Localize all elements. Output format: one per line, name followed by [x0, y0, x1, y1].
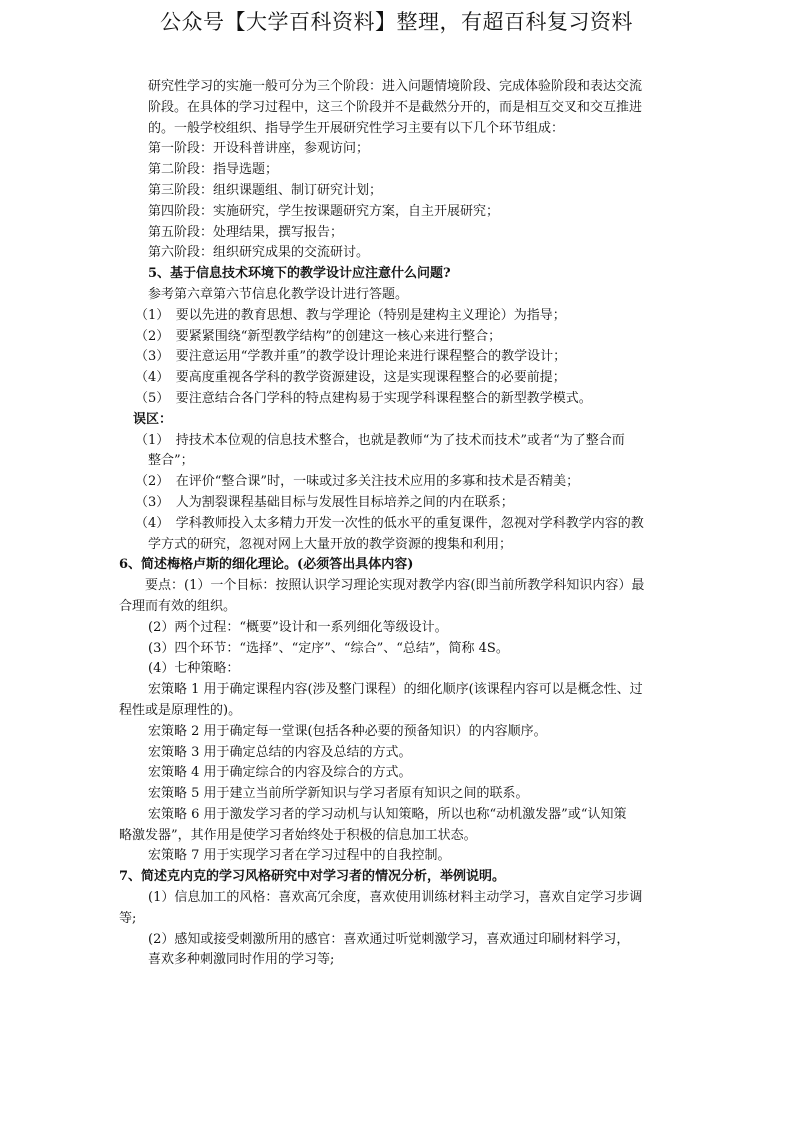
list-item: 第三阶段：组织课题组、制订研究计划； [148, 182, 383, 198]
question-heading: 5、基于信息技术环境下的教学设计应注意什么问题? [148, 266, 451, 282]
list-item: (4）七种策略： [148, 661, 240, 677]
paragraph-line: 程性或是原理性的)。 [119, 702, 242, 718]
paragraph-line: 宏策略 4 用于确定综合的内容及综合的方式。 [148, 765, 412, 781]
paragraph-line: 宏策略 5 用于建立当前所学新知识与学习者原有知识之间的联系。 [148, 786, 529, 802]
list-item-continuation: 等; [119, 910, 137, 926]
list-item: （4） 学科教师投入太多精力开发一次性的低水平的重复课件，忽视对学科教学内容的教 [135, 515, 644, 531]
paragraph-line: 参考第六章第六节信息化教学设计进行答题。 [148, 286, 409, 302]
list-item: （1） 要以先进的教育思想、教与学理论（特别是建构主义理论）为指导； [135, 307, 566, 323]
paragraph-line: 研究性学习的实施一般可分为三个阶段：进入问题情境阶段、完成体验阶段和表达交流 [148, 79, 643, 94]
list-item: （3） 要注意运用“学教并重”的教学设计理论来进行课程整合的教学设计； [135, 349, 567, 365]
list-item: 第六阶段：组织研究成果的交流研讨。 [148, 245, 370, 261]
list-item: (1）信息加工的风格：喜欢高冗余度，喜欢使用训练材料主动学习，喜欢自定学习步调 [148, 890, 643, 906]
list-item: 第五阶段：处理结果，撰写报告； [148, 224, 344, 240]
list-item: （2） 在评价“整合课”时，一味或过多关注技术应用的多寡和技术是否精美； [135, 474, 580, 490]
document-body [0, 77, 793, 971]
paragraph-line: 要点：(1）一个目标：按照认识学习理论实现对教学内容(即当前所教学科知识内容）最 [145, 578, 645, 594]
list-item: （3） 人为割裂课程基础目标与发展性目标培养之间的内在联系； [135, 494, 514, 510]
paragraph-line: 合理而有效的组织。 [119, 598, 237, 614]
list-item: (3）四个环节：“选择”、“定序”、“综合”、“总结”，简称 4S。 [148, 640, 509, 656]
paragraph-line: 宏策略 1 用于确定课程内容(涉及整门课程）的细化顺序(该课程内容可以是概念性、过 [148, 682, 643, 698]
list-item: (2）感知或接受刺激所用的感官：喜欢通过听觉刺激学习，喜欢通过印刷材料学习， [148, 931, 630, 947]
section-label: 误区： [133, 411, 173, 427]
paragraph-line: 宏策略 2 用于确定每一堂课(包括各种必要的预备知识）的内容顺序。 [148, 723, 547, 739]
list-item: （1） 持技术本位观的信息技术整合，也就是教师“为了技术而技术”或者“为了整合而 [135, 432, 625, 448]
list-item: 第一阶段：开设科普讲座，参观访问； [148, 141, 370, 157]
paragraph-line: 宏策略 7 用于实现学习者在学习过程中的自我控制。 [148, 848, 451, 864]
list-item-continuation: 学方式的研究，忽视对网上大量开放的教学资源的搜集和利用； [148, 536, 513, 552]
paragraph-line: 略激发器”，其作用是使学习者始终处于积极的信息加工状态。 [119, 827, 477, 843]
list-item: 第二阶段：指导选题； [148, 162, 279, 178]
page-header: 公众号【大学百科资料】整理，有超百科复习资料 [160, 10, 633, 34]
list-item-continuation: 喜欢多种刺激同时作用的学习等; [148, 952, 335, 968]
list-item: （2） 要紧紧围绕“新型教学结构”的创建这一核心来进行整合； [135, 328, 502, 344]
paragraph-line: 宏策略 3 用于确定总结的内容及总结的方式。 [148, 744, 412, 760]
list-item: （5） 要注意结合各门学科的特点建构易于实现学科课程整合的新型教学模式。 [135, 390, 592, 406]
list-item: （4） 要高度重视各学科的教学资源建设，这是实现课程整合的必要前提； [135, 370, 566, 386]
paragraph-line: 的。一般学校组织、指导学生开展研究性学习主要有以下几个环节组成： [148, 120, 565, 136]
list-item-continuation: 整合”； [148, 453, 194, 469]
question-heading: 7、简述克内克的学习风格研究中对学习者的情况分析，举例说明。 [119, 869, 506, 885]
list-item: 第四阶段：实施研究，学生按课题研究方案，自主开展研究； [148, 203, 500, 219]
list-item: (2）两个过程：“概要”设计和一系列细化等级设计。 [148, 619, 448, 635]
paragraph-line: 阶段。在具体的学习过程中，这三个阶段并不是截然分开的，而是相互交叉和交互推进 [148, 99, 643, 115]
paragraph-line: 宏策略 6 用于激发学习者的学习动机与认知策略，所以也称“动机激发器”或“认知策 [148, 806, 627, 822]
question-heading: 6、简述梅格卢斯的细化理论。(必须答出具体内容) [119, 557, 414, 573]
